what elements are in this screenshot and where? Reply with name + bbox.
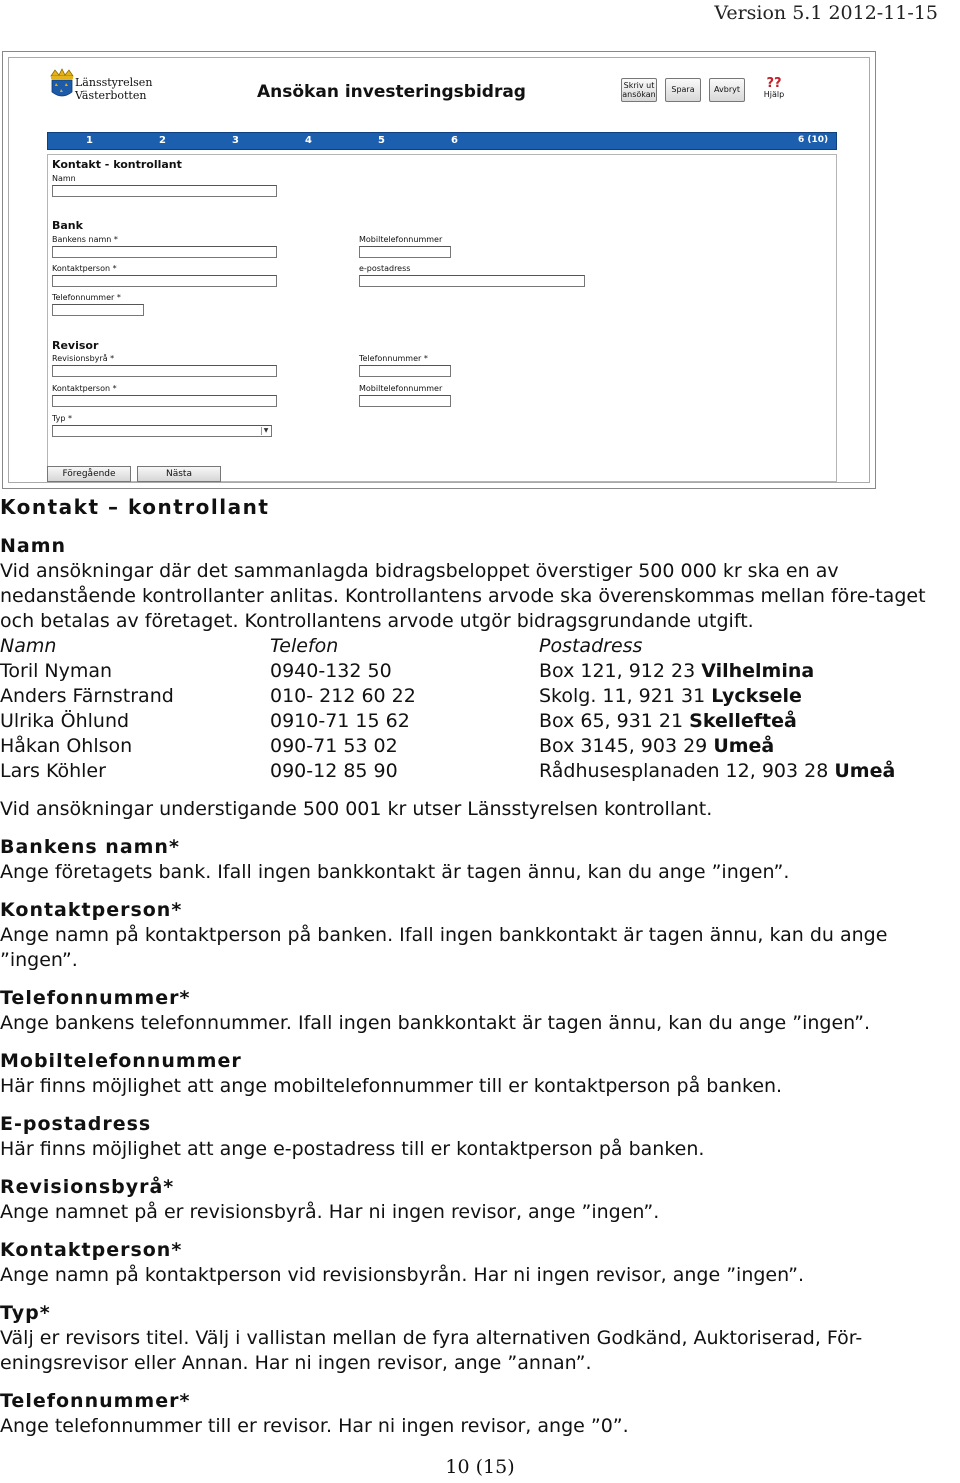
document-body (0, 495, 960, 1439)
rev-kontaktperson-field[interactable] (52, 395, 277, 407)
item-heading: Telefonnummer* (0, 1390, 191, 1412)
section-revisor: Revisor (52, 339, 99, 352)
step-1[interactable]: 1 (86, 135, 93, 146)
step-6[interactable]: 6 (451, 135, 458, 146)
mobiltelefonnummer-field[interactable] (359, 246, 451, 258)
item-text: Ange företagets bank. Ifall ingen bankkontakt är tagen ännu, kan du ange ”ingen”. (0, 861, 790, 883)
rev-kontaktperson-label: Kontaktperson * (52, 384, 117, 393)
item-text: Här finns möjlighet att ange e-postadress till er kontaktperson på banken. (0, 1138, 705, 1160)
under-text: Vid ansökningar understigande 500 001 kr utser Länsstyrelsen kontrollant. (0, 798, 713, 820)
item-heading: E-postadress (0, 1113, 152, 1135)
telefonnummer-field[interactable] (52, 304, 144, 316)
save-button[interactable]: Spara (665, 78, 701, 102)
typ-select[interactable] (52, 425, 272, 437)
item-text: Här finns möjlighet att ange mobiltelefonnummer till er kontaktperson på banken. (0, 1075, 783, 1097)
item-text: Ange telefonnummer till er revisor. Har ni ingen revisor, ange ”0”. (0, 1415, 629, 1437)
telefonnummer-label: Telefonnummer * (52, 293, 121, 302)
current-step: 6 (10) (798, 135, 829, 145)
table-header: Namn Telefon Postadress (0, 635, 643, 657)
rev-telefonnummer-label: Telefonnummer * (359, 354, 428, 363)
epostadress-field[interactable] (359, 275, 585, 287)
section-kontakt: Kontakt - kontrollant (52, 158, 182, 171)
cancel-button[interactable]: Avbryt (709, 78, 745, 102)
item-heading: Kontaktperson* (0, 1239, 183, 1261)
item-text: Ange namnet på er revisionsbyrå. Har ni ingen revisor, ange ”ingen”. (0, 1201, 660, 1223)
namn-field[interactable] (52, 185, 277, 197)
kontrollant-table (0, 634, 960, 784)
form-screenshot (2, 51, 876, 489)
item-heading: Revisionsbyrå* (0, 1176, 175, 1198)
logo-text: Länsstyrelsen Västerbotten (75, 76, 153, 102)
namn-label: Namn (52, 174, 76, 183)
app-title: Ansökan investeringsbidrag (257, 82, 526, 102)
table-row: Anders Färnstrand 010- 212 60 22 Skolg. 11, 921 31 Lycksele (0, 685, 802, 707)
section-heading: Kontakt – kontrollant (0, 495, 270, 519)
kontaktperson-label: Kontaktperson * (52, 264, 117, 273)
rev-telefonnummer-field[interactable] (359, 365, 451, 377)
print-button[interactable]: Skriv ut ansökan (621, 78, 657, 102)
table-row: Ulrika Öhlund 0910-71 15 62 Box 65, 931 21 Skellefteå (0, 710, 797, 732)
item-heading: Kontaktperson* (0, 899, 183, 921)
epostadress-label: e-postadress (359, 264, 411, 273)
item-text: Ange namn på kontaktperson på banken. Ifall ingen bankkontakt är tagen ännu, kan du ange ”ingen”. (0, 924, 888, 971)
item-text: Ange namn på kontaktperson vid revisionsbyrån. Har ni ingen revisor, ange ”ingen”. (0, 1264, 804, 1286)
kontaktperson-field[interactable] (52, 275, 277, 287)
step-3[interactable]: 3 (232, 135, 239, 146)
section-bank: Bank (52, 219, 83, 232)
item-heading: Bankens namn* (0, 836, 180, 858)
item-heading: Mobiltelefonnummer (0, 1050, 242, 1072)
item-text: Ange bankens telefonnummer. Ifall ingen bankkontakt är tagen ännu, kan du ange ”ingen”. (0, 1012, 871, 1034)
mobiltelefonnummer-label: Mobiltelefonnummer (359, 235, 443, 244)
revisionsbyra-label: Revisionsbyrå * (52, 354, 115, 363)
help-icon: ?? (766, 76, 782, 91)
previous-button[interactable]: Föregående (47, 466, 131, 482)
chevron-down-icon: ▼ (261, 427, 270, 435)
table-row: Håkan Ohlson 090-71 53 02 Box 3145, 903 29 Umeå (0, 735, 775, 757)
revisionsbyra-field[interactable] (52, 365, 277, 377)
item-text: Välj er revisors titel. Välj i vallistan mellan de fyra alternativen Godkänd, Auktoriserad, För-eningsrevisor eller Annan. Har ni ingen revisor, ange ”annan”. (0, 1327, 863, 1374)
table-row: Lars Köhler 090-12 85 90 Rådhusesplanaden 12, 903 28 Umeå (0, 760, 896, 782)
rev-mobiltelefonnummer-label: Mobiltelefonnummer (359, 384, 443, 393)
step-4[interactable]: 4 (305, 135, 312, 146)
bankens-namn-field[interactable] (52, 246, 277, 258)
form-area (47, 154, 837, 482)
page-number: 10 (15) (445, 1456, 515, 1478)
item-heading: Telefonnummer* (0, 987, 191, 1009)
table-row: Toril Nyman 0940-132 50 Box 121, 912 23 Vilhelmina (0, 660, 815, 682)
item-heading: Typ* (0, 1302, 51, 1324)
step-5[interactable]: 5 (378, 135, 385, 146)
version-label: Version 5.1 2012-11-15 (714, 2, 938, 24)
rev-mobiltelefonnummer-field[interactable] (359, 395, 451, 407)
step-bar (47, 132, 837, 150)
typ-label: Typ * (52, 414, 72, 423)
form-window (8, 57, 870, 483)
next-button[interactable]: Nästa (137, 466, 221, 482)
namn-text: Vid ansökningar där det sammanlagda bidragsbeloppet överstiger 500 000 kr ska en av nedanstående kontrollanter anlitas. Kontrollantens arvode ska överenskommas mellan före-taget och betalas av företaget. Kontrollantens arvode utgör bidragsgrundande utgift. (0, 560, 926, 632)
crown-logo-icon (45, 66, 79, 102)
bankens-namn-label: Bankens namn * (52, 235, 118, 244)
help-button[interactable]: ?? Hjälp (761, 77, 787, 99)
namn-heading: Namn (0, 535, 67, 557)
step-2[interactable]: 2 (159, 135, 166, 146)
